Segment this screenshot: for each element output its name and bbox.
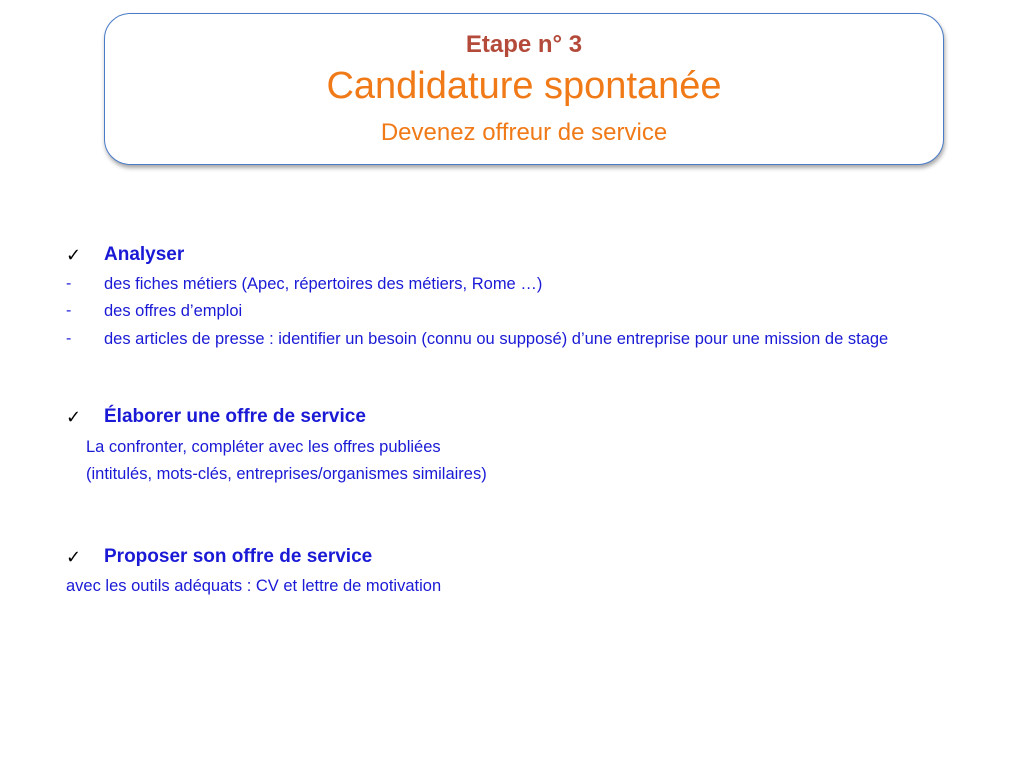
section-heading-analyser: Analyser bbox=[104, 244, 185, 265]
section-heading-elaborer: Élaborer une offre de service bbox=[104, 406, 366, 427]
check-icon: ✓ bbox=[66, 245, 82, 265]
check-icon: ✓ bbox=[66, 547, 82, 567]
check-icon: ✓ bbox=[66, 407, 82, 427]
list-item: des articles de presse : identifier un besoin (connu ou supposé) d’une entreprise pour une mission de stage bbox=[104, 330, 889, 348]
page-title: Candidature spontanée bbox=[326, 65, 722, 107]
title-box bbox=[104, 13, 944, 165]
page-subtitle: Devenez offreur de service bbox=[380, 119, 668, 146]
list-item: des offres d’emploi bbox=[104, 302, 243, 320]
dash-bullet: - bbox=[66, 275, 72, 292]
text-line: avec les outils adéquats : CV et lettre de motivation bbox=[66, 577, 442, 595]
text-line: (intitulés, mots-clés, entreprises/organismes similaires) bbox=[86, 465, 487, 483]
dash-bullet: - bbox=[66, 302, 72, 319]
dash-bullet: - bbox=[66, 330, 72, 347]
list-item: des fiches métiers (Apec, répertoires des métiers, Rome …) bbox=[104, 275, 543, 293]
text-line: La confronter, compléter avec les offres publiées bbox=[86, 438, 441, 456]
section-heading-proposer: Proposer son offre de service bbox=[104, 546, 373, 567]
step-label: Etape n° 3 bbox=[465, 31, 583, 58]
